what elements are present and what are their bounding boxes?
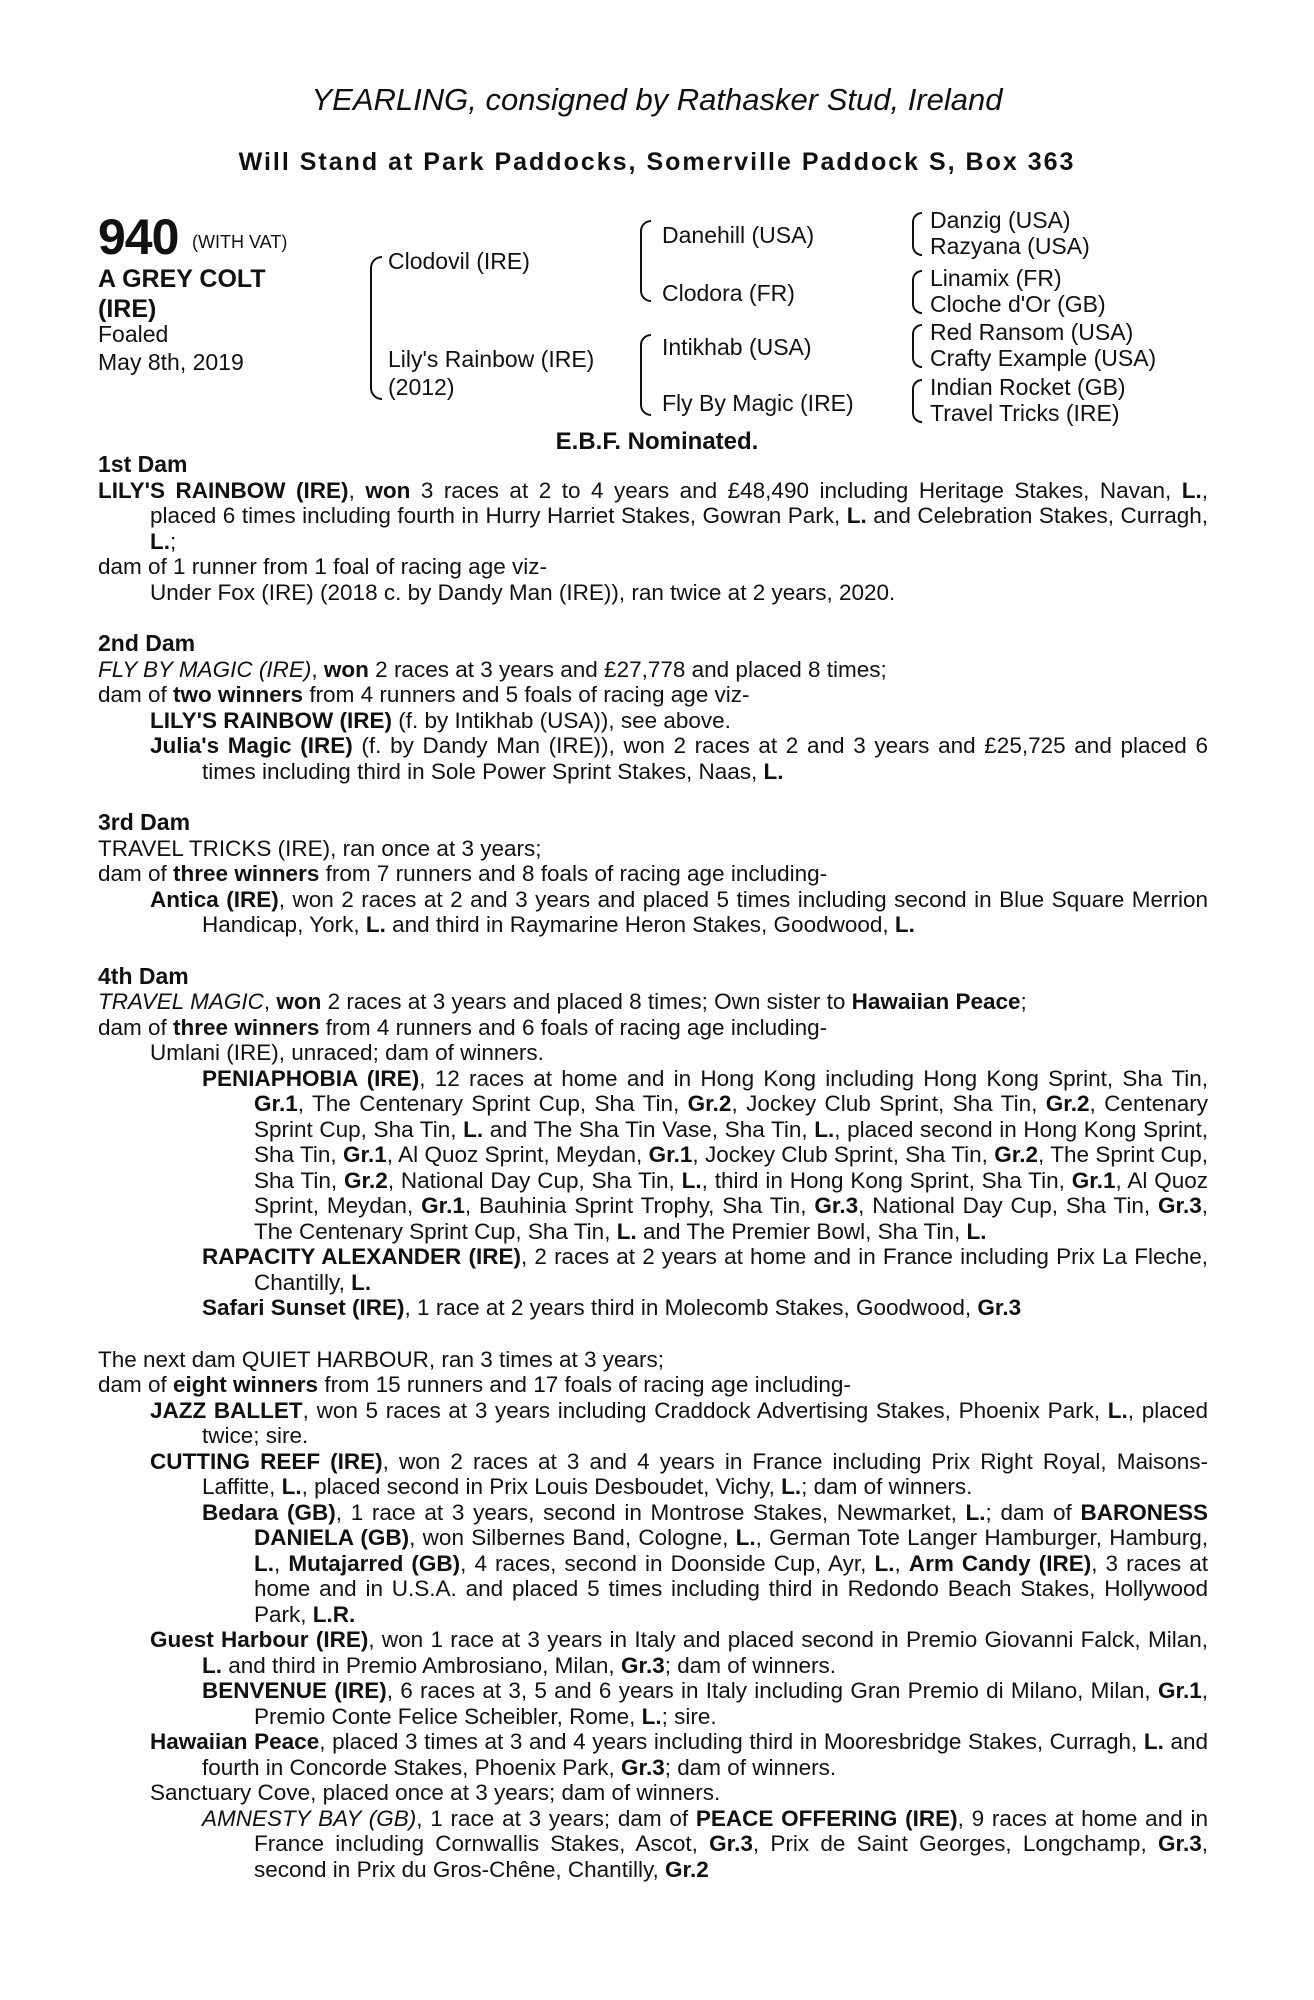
first-dam-record: LILY'S RAINBOW (IRE), won 3 races at 2 to 4 years and £48,490 including Heritage Stakes, Navan, L., placed 6 times including fourth in Hurry Harriet Stakes, Gowran Park, L. and Celebration Stakes, Curragh, L.; <box>98 477 1208 554</box>
produce-entry: AMNESTY BAY (GB), 1 race at 3 years; dam of PEACE OFFERING (IRE), 9 races at home and in France including Cornwallis Stakes, Ascot, Gr.3, Prix de Saint Georges, Longchamp, Gr.3, second in Prix du Gros-Chêne, Chantilly, Gr.2 <box>202 1805 1208 1882</box>
section-heading: 2nd Dam <box>98 630 196 656</box>
pedigree-brace <box>912 324 922 368</box>
first-dam-section <box>98 452 1208 605</box>
produce-entry: Julia's Magic (IRE) (f. by Dandy Man (IRE)), won 2 races at 2 and 3 years and £25,725 and placed 6 times including third in Sole Power Sprint Stakes, Naas, L. <box>150 733 1208 784</box>
produce-summary: dam of three winners from 7 runners and 8 foals of racing age including- <box>98 861 828 886</box>
lot-description <box>98 264 266 324</box>
next-dam-record: The next dam QUIET HARBOUR, ran 3 times at 3 years; <box>98 1346 665 1372</box>
produce-entry: Antica (IRE), won 2 races at 2 and 3 years and placed 5 times including second in Blue Square Merrion Handicap, York, L. and third in Raymarine Heron Stakes, Goodwood, L. <box>150 886 1208 937</box>
consignor-title: YEARLING, consigned by Rathasker Stud, Ireland <box>311 82 1003 117</box>
next-dam-section <box>98 1347 1208 1883</box>
pedigree-sire-dam: Clodora (FR) <box>662 280 795 306</box>
fourth-dam-record: TRAVEL MAGIC, won 2 races at 3 years and placed 8 times; Own sister to Hawaiian Peace; <box>98 989 1027 1014</box>
pedigree-brace <box>912 212 922 256</box>
produce-entry: LILY'S RAINBOW (IRE) (f. by Intikhab (USA)), see above. <box>150 707 731 733</box>
produce-summary: dam of eight winners from 15 runners and 17 foals of racing age including- <box>98 1372 851 1397</box>
section-heading: 1st Dam <box>98 451 188 477</box>
second-dam-section <box>98 631 1208 784</box>
pedigree-sire-sire: Danehill (USA) <box>662 222 815 248</box>
pedigree-g4: Cloche d'Or (GB) <box>930 291 1106 317</box>
lot-vat: (WITH VAT) <box>192 232 288 252</box>
ebf-nominated: E.B.F. Nominated. <box>555 428 759 455</box>
dam-history <box>98 452 1208 1882</box>
horse-name: FLY BY MAGIC (IRE) <box>98 656 312 682</box>
section-heading: 3rd Dam <box>98 809 191 835</box>
lot-sex: A GREY COLT <box>98 265 266 293</box>
pedigree-g2: Razyana (USA) <box>930 233 1090 259</box>
foaled-info <box>98 320 244 376</box>
produce-summary: dam of three winners from 4 runners and 6 foals of racing age including- <box>98 1014 828 1040</box>
pedigree-g6: Crafty Example (USA) <box>930 345 1157 371</box>
produce-entry: Under Fox (IRE) (2018 c. by Dandy Man (IRE)), ran twice at 2 years, 2020. <box>150 579 896 605</box>
pedigree-brace <box>912 270 922 314</box>
pedigree-g3: Linamix (FR) <box>930 265 1062 291</box>
produce-entry: Hawaiian Peace, placed 3 times at 3 and 4 years including third in Mooresbridge Stakes, Curragh, L. and fourth in Concorde Stakes, Phoenix Park, Gr.3; dam of winners. <box>150 1729 1208 1780</box>
produce-entry: BENVENUE (IRE), 6 races at 3, 5 and 6 years in Italy including Gran Premio di Milano, Milan, Gr.1, Premio Conte Felice Scheibler, Rome, L.; sire. <box>202 1678 1208 1729</box>
pedigree-g5: Red Ransom (USA) <box>930 319 1134 345</box>
produce-entry: JAZZ BALLET, won 5 races at 3 years including Craddock Advertising Stakes, Phoenix Park, L., placed twice; sire. <box>150 1397 1209 1448</box>
produce-entry: CUTTING REEF (IRE), won 2 races at 3 and 4 years in France including Prix Right Royal, Maisons-Laffitte, L., placed second in Prix Louis Desboudet, Vichy, L.; dam of winners. <box>150 1448 1208 1499</box>
produce-entry: Safari Sunset (IRE), 1 race at 2 years third in Molecomb Stakes, Goodwood, Gr.3 <box>202 1295 1022 1320</box>
pedigree-dam-dam: Fly By Magic (IRE) <box>662 390 854 416</box>
third-dam-section <box>98 810 1208 938</box>
won-label: won <box>365 477 411 503</box>
foaled-date: May 8th, 2019 <box>98 349 244 375</box>
section-heading: 4th Dam <box>98 962 189 989</box>
produce-entry: Sanctuary Cove, placed once at 3 years; dam of winners. <box>150 1780 721 1805</box>
foaled-label: Foaled <box>98 321 169 347</box>
fourth-dam-section <box>98 964 1208 1321</box>
horse-name: TRAVEL MAGIC <box>98 989 264 1014</box>
produce-summary: dam of 1 runner from 1 foal of racing age viz- <box>98 554 547 579</box>
produce-entry: Guest Harbour (IRE), won 1 race at 3 years in Italy and placed second in Premio Giovanni Falck, Milan, L. and third in Premio Ambrosiano, Milan, Gr.3; dam of winners. <box>150 1627 1208 1678</box>
third-dam-record: TRAVEL TRICKS (IRE), ran once at 3 years; <box>98 835 542 861</box>
produce-entry: PENIAPHOBIA (IRE), 12 races at home and in Hong Kong including Hong Kong Sprint, Sha Tin, Gr.1, The Centenary Sprint Cup, Sha Tin, Gr.2, Jockey Club Sprint, Sha Tin, Gr.2, Centenary Sprint Cup, Sha Tin, L. and The Sha Tin Vase, Sha Tin, L., placed second in Hong Kong Sprint, Sha Tin, Gr.1, Al Quoz Sprint, Meydan, Gr.1, Jockey Club Sprint, Sha Tin, Gr.2, The Sprint Cup, Sha Tin, Gr.2, National Day Cup, Sha Tin, L., third in Hong Kong Sprint, Sha Tin, Gr.1, Al Quoz Sprint, Meydan, Gr.1, Bauhinia Sprint Trophy, Sha Tin, Gr.3, National Day Cup, Sha Tin, Gr.3, The Centenary Sprint Cup, Sha Tin, L. and The Premier Bowl, Sha Tin, L. <box>202 1065 1209 1244</box>
pedigree-g1: Danzig (USA) <box>930 207 1071 233</box>
pedigree-dam-sire: Intikhab (USA) <box>662 334 812 360</box>
produce-summary: dam of two winners from 4 runners and 5 foals of racing age viz- <box>98 682 750 707</box>
pedigree-g7: Indian Rocket (GB) <box>930 374 1126 400</box>
pedigree-brace <box>912 379 922 423</box>
stand-location: Will Stand at Park Paddocks, Somerville Paddock S, Box 363 <box>238 148 1076 176</box>
won-label: won <box>323 656 369 682</box>
pedigree-brace <box>640 334 651 416</box>
lot-number: 940 <box>98 209 179 265</box>
pedigree-dam-year: (2012) <box>388 374 455 400</box>
pedigree-g8: Travel Tricks (IRE) <box>930 400 1120 426</box>
horse-name: LILY'S RAINBOW (IRE) <box>98 477 349 503</box>
pedigree-brace <box>370 256 382 400</box>
pedigree-brace <box>640 220 651 302</box>
pedigree-sire: Clodovil (IRE) <box>388 248 530 274</box>
produce-entry: Umlani (IRE), unraced; dam of winners. <box>150 1040 544 1065</box>
pedigree-dam: Lily's Rainbow (IRE) <box>388 346 595 372</box>
produce-entry: RAPACITY ALEXANDER (IRE), 2 races at 2 years at home and in France including Prix La Fleche, Chantilly, L. <box>202 1244 1208 1295</box>
second-dam-record: FLY BY MAGIC (IRE), won 2 races at 3 years and £27,778 and placed 8 times; <box>98 656 887 682</box>
lot-country: (IRE) <box>98 295 157 323</box>
produce-entry: Bedara (GB), 1 race at 3 years, second in Montrose Stakes, Newmarket, L.; dam of BARONESS DANIELA (GB), won Silbernes Band, Cologne, L., German Tote Langer Hamburger, Hamburg, L., Mutajarred (GB), 4 races, second in Doonside Cup, Ayr, L., Arm Candy (IRE), 3 races at home and in U.S.A. and placed 5 times including third in Redondo Beach Stakes, Hollywood Park, L.R. <box>202 1499 1209 1627</box>
